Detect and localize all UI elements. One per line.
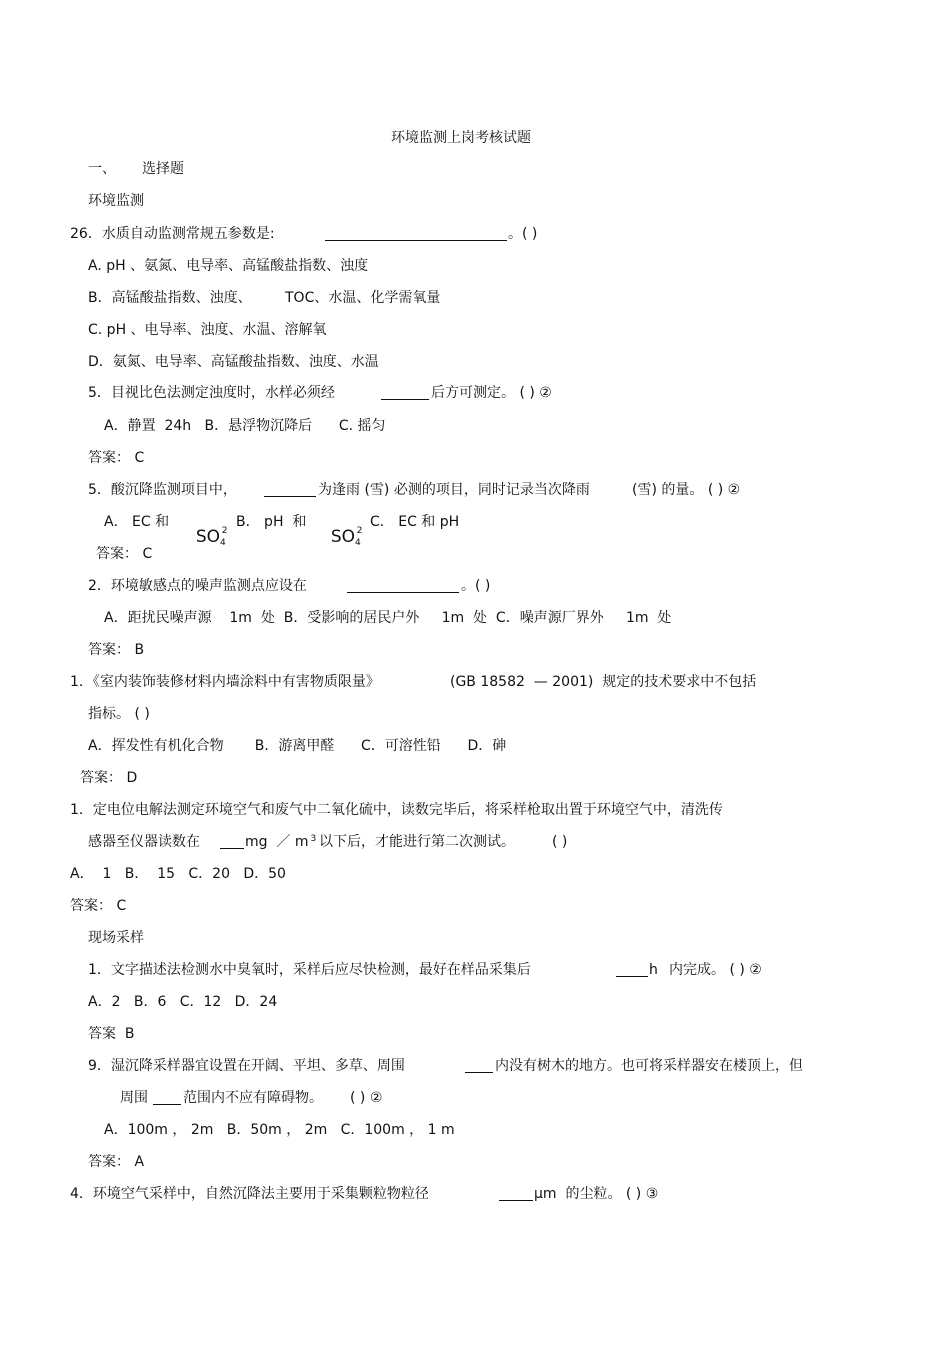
option-line: A. pH 、氨氮、电导率、高锰酸盐指数、浊度 <box>88 258 369 274</box>
option-line: A． 1 B． 15 C．20 D．50 <box>70 866 286 882</box>
option-line: C. pH 、电导率、浊度、水温、溶解氧 <box>88 322 327 338</box>
option-line: A．静置 24h B．悬浮物沉降后 C. 摇匀 <box>104 418 386 434</box>
section-label: 选择题 <box>142 161 184 177</box>
answer-blank <box>264 482 316 497</box>
question-paren: 内完成。 ( ) ② <box>669 962 762 978</box>
question-paren: ( ) ② <box>350 1090 383 1106</box>
option-line: A．100m ， 2m B．50m ， 2m C．100m ， 1 m <box>104 1122 455 1138</box>
question-paren: μm 的尘粒。 ( ) ③ <box>534 1186 659 1202</box>
question-text: 内没有树木的地方。也可将采样器安在楼顶上，但 <box>495 1058 803 1074</box>
answer-blank <box>616 962 648 977</box>
section-number: 一、 <box>88 161 116 177</box>
formula-base: SO <box>330 527 355 547</box>
answer-blank <box>347 578 459 593</box>
formula-so4 <box>178 510 227 567</box>
answer-line: 答案： D <box>80 770 138 786</box>
question-paren: 。( ) <box>508 226 538 242</box>
formula-subscript: 4 <box>354 538 361 548</box>
question-text: 1．文字描述法检测水中臭氧时，采样后应尽快检测，最好在样品采集后 <box>88 962 531 978</box>
question-text: 指标。 ( ) <box>88 706 150 722</box>
question-text: 以下后，才能进行第二次测试。 <box>319 834 515 850</box>
question-paren: ( ) <box>552 834 568 850</box>
blank-unit: h <box>649 962 658 978</box>
answer-line: 答案： C <box>96 546 153 562</box>
category-heading: 现场采样 <box>88 930 144 946</box>
option-c: C． EC 和 pH <box>370 514 460 530</box>
formula-superscript: 2 <box>221 526 228 536</box>
answer-blank <box>325 226 507 241</box>
question-text: 4．环境空气采样中，自然沉降法主要用于采集颗粒物粒径 <box>70 1186 429 1202</box>
question-text: 感器至仪器读数在 <box>88 834 200 850</box>
answer-line: 答案： A <box>88 1154 145 1170</box>
formula-subscript: 4 <box>219 538 226 548</box>
page-title: 环境监测上岗考核试题 <box>391 130 531 146</box>
answer-blank <box>381 385 429 400</box>
formula-superscript: 2 <box>356 526 363 536</box>
question-paren: 后方可测定。 ( ) ② <box>431 385 552 401</box>
question-text: 为逢雨 (雪) 必测的项目，同时记录当次降雨 <box>318 482 590 498</box>
answer-line: 答案 B <box>88 1026 135 1042</box>
unit-superscript: 3 <box>310 834 317 844</box>
answer-blank <box>465 1058 493 1073</box>
answer-blank <box>153 1090 181 1105</box>
question-paren: 。( ) <box>461 578 491 594</box>
answer-line: 答案： B <box>88 642 145 658</box>
option-line: A．2 B．6 C．12 D．24 <box>88 994 278 1010</box>
question-text: 1．《室内装饰装修材料内墙涂料中有害物质限量》 <box>70 674 380 690</box>
formula-base: SO <box>195 527 220 547</box>
question-text: 26．水质自动监测常规五参数是: <box>70 226 275 242</box>
option-a: A． EC 和 <box>104 514 170 530</box>
unit-base: mg ／ m <box>245 834 309 850</box>
option-b: B． pH 和 <box>236 514 307 530</box>
answer-line: 答案： C <box>88 450 145 466</box>
formula-so4 <box>313 510 362 567</box>
question-paren: (雪) 的量。 ( ) ② <box>632 482 741 498</box>
question-text: 周围 <box>120 1090 148 1106</box>
answer-blank <box>499 1186 533 1201</box>
option-line: TOC、水温、化学需氧量 <box>285 290 441 306</box>
answer-blank <box>220 834 244 849</box>
option-line: D．氨氮、电导率、高锰酸盐指数、浊度、水温 <box>88 354 379 370</box>
category-heading: 环境监测 <box>88 193 144 209</box>
option-line: A．距扰民噪声源 1m 处 B．受影响的居民户外 1m 处 C．噪声源厂界外 1m 处 <box>104 610 672 626</box>
question-text: 2．环境敏感点的噪声监测点应设在 <box>88 578 307 594</box>
question-text: 5．酸沉降监测项目中， <box>88 482 237 498</box>
answer-line: 答案： C <box>70 898 127 914</box>
question-text: (GB 18582 — 2001) 规定的技术要求中不包括 <box>450 674 757 690</box>
unit-text <box>245 833 316 853</box>
option-line: A．挥发性有机化合物 B．游离甲醛 C．可溶性铅 D．砷 <box>88 738 507 754</box>
question-text: 9．湿沉降采样器宜设置在开阔、平坦、多草、周围 <box>88 1058 405 1074</box>
question-text: 范围内不应有障碍物。 <box>183 1090 323 1106</box>
option-line: B．高锰酸盐指数、浊度、 <box>88 290 252 306</box>
question-text: 1．定电位电解法测定环境空气和废气中二氧化硫中，读数完毕后，将采样枪取出置于环境空气中，清洗传 <box>70 802 723 818</box>
question-text: 5．目视比色法测定浊度时，水样必须经 <box>88 385 335 401</box>
